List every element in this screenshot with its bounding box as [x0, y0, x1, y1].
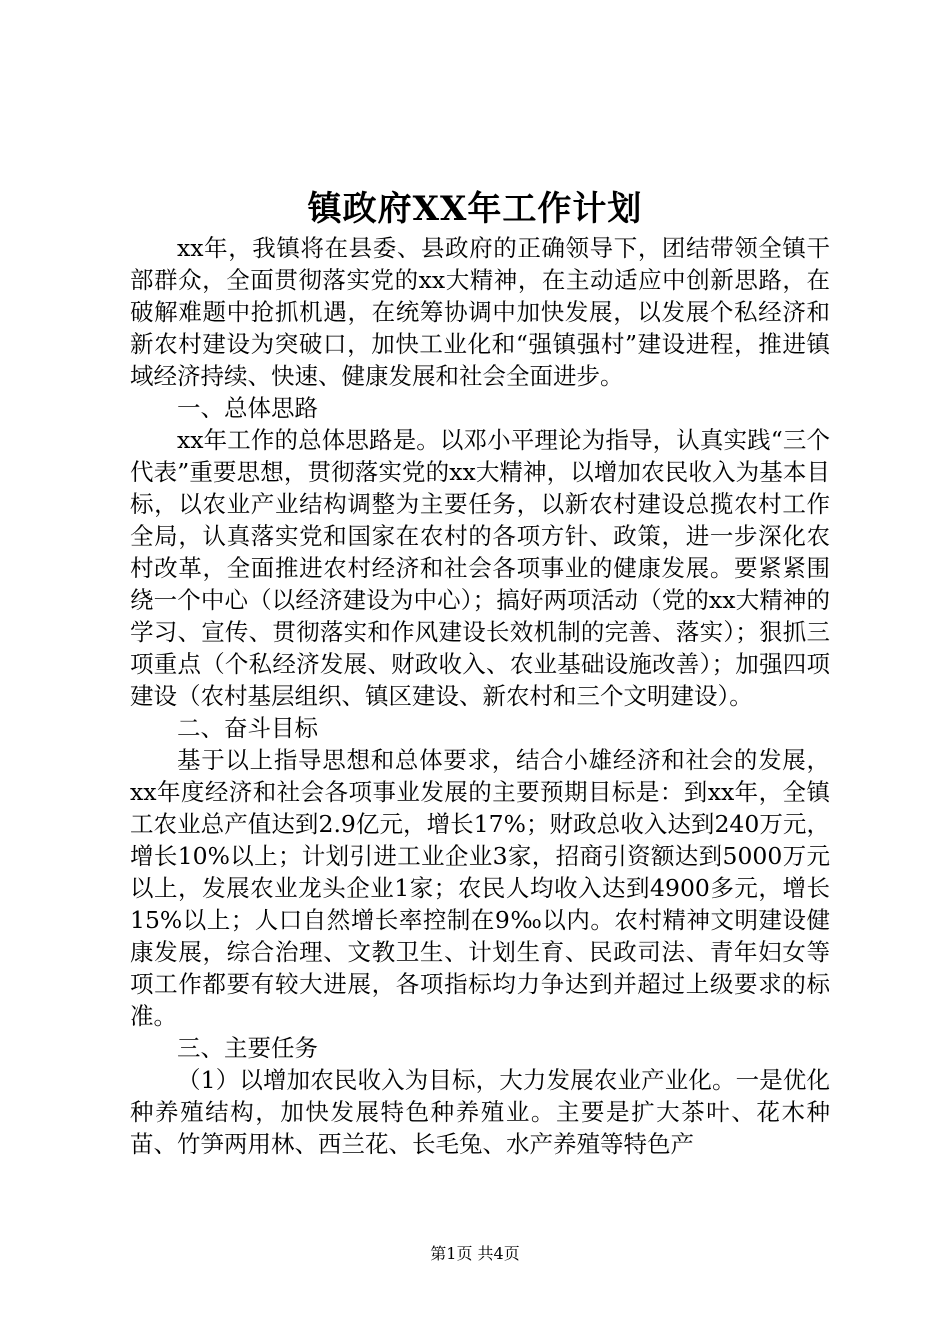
- paragraph-goals: 基于以上指导思想和总体要求，结合小雄经济和社会的发展，xx年度经济和社会各项事业发展的主要预期目标是：到xx年，全镇工农业总产值达到2.9亿元，增长17%；财政总收入达到240万元，增长10%以上；计划引进工业企业3家，招商引资额达到5000万元以上，发展农业龙头企业1家；农民人均收入达到4900多元，增长15%以上；人口自然增长率控制在9‰以内。农村精神文明建设健康发展，综合治理、文教卫生、计划生育、民政司法、青年妇女等项工作都要有较大进展，各项指标均力争达到并超过上级要求的标准。: [130, 746, 830, 1030]
- paragraph-intro: xx年，我镇将在县委、县政府的正确领导下，团结带领全镇干部群众，全面贯彻落实党的xx大精神，在主动适应中创新思路，在破解难题中抢抓机遇，在统筹协调中加快发展，以发展个私经济和新农村建设为突破口，加快工业化和“强镇强村”建设进程，推进镇域经济持续、快速、健康发展和社会全面进步。: [130, 234, 830, 390]
- section-heading-main-tasks: 三、主要任务: [177, 1034, 318, 1062]
- paragraph-task-1: （1）以增加农民收入为目标，大力发展农业产业化。一是优化种养殖结构，加快发展特色种养殖业。主要是扩大茶叶、花木种苗、竹笋两用林、西兰花、长毛兔、水产养殖等特色产: [130, 1066, 830, 1158]
- document-title: 镇政府XX年工作计划: [307, 189, 643, 229]
- page-footer: 第1页 共4页: [430, 1244, 520, 1263]
- section-heading-goals: 二、奋斗目标: [177, 714, 318, 742]
- document-body: [130, 232, 830, 1160]
- section-heading-overall-approach: 一、总体思路: [177, 394, 318, 422]
- paragraph-overall-approach: xx年工作的总体思路是。以邓小平理论为指导，认真实践“三个代表”重要思想，贯彻落实党的xx大精神，以增加农民收入为基本目标，以农业产业结构调整为主要任务，以新农村建设总揽农村工作全局，认真落实党和国家在农村的各项方针、政策，进一步深化农村改革，全面推进农村经济和社会各项事业的健康发展。要紧紧围绕一个中心（以经济建设为中心）；搞好两项活动（党的xx大精神的学习、宣传、贯彻落实和作风建设长效机制的完善、落实）；狠抓三项重点（个私经济发展、财政收入、农业基础设施改善）；加强四项建设（农村基层组织、镇区建设、新农村和三个文明建设）。: [130, 426, 830, 710]
